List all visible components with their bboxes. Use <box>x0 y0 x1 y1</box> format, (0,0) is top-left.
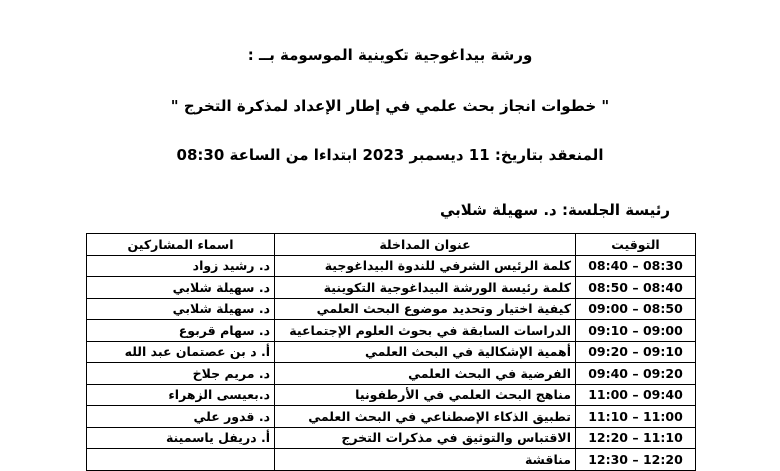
table-row <box>87 363 696 385</box>
row-time: 12:20 – 12:30 <box>576 449 696 471</box>
row-name: د. قدور علي <box>87 406 275 428</box>
row-time: 09:40 – 11:00 <box>576 384 696 406</box>
table-row <box>87 449 696 471</box>
row-name: د. مريم جلاخ <box>87 363 275 385</box>
row-name: أ. د بن عصتمان عبد الله <box>87 341 275 363</box>
table-row <box>87 406 696 428</box>
row-title: كيفية اختيار وتحديد موضوع البحث العلمي <box>275 298 576 320</box>
table-row <box>87 298 696 320</box>
schedule-table <box>86 233 696 471</box>
table-row <box>87 255 696 277</box>
row-title: تطبيق الذكاء الإصطناعي في البحث العلمي <box>275 406 576 428</box>
row-time: 09:20 – 09:40 <box>576 363 696 385</box>
header-time: التوقيت <box>576 234 696 256</box>
row-name <box>87 449 275 471</box>
row-time: 08:40 – 08:50 <box>576 277 696 299</box>
row-time: 08:30 – 08:40 <box>576 255 696 277</box>
topic-line: " خطوات انجاز بحث علمي في إطار الإعداد لمذكرة التخرج " <box>170 97 610 115</box>
header-names: اسماء المشاركين <box>87 234 275 256</box>
table-row <box>87 384 696 406</box>
row-title: مناقشة <box>275 449 576 471</box>
row-title: كلمة رئيسة الورشة البيداغوجية التكوينية <box>275 277 576 299</box>
row-title: مناهج البحث العلمي في الأرطفونيا <box>275 384 576 406</box>
row-name: أ. دريفل ياسمينة <box>87 427 275 449</box>
row-title: الدراسات السابقة في بحوث العلوم الإجتماعية <box>275 320 576 342</box>
row-time: 11:00 – 11:10 <box>576 406 696 428</box>
table-header-row <box>87 234 696 256</box>
row-name: د.بعيسى الزهراء <box>87 384 275 406</box>
table-row <box>87 320 696 342</box>
header-title: عنوان المداخلة <box>275 234 576 256</box>
date-line: المنعقد بتاريخ: 11 ديسمبر 2023 ابتداءا من الساعة 08:30 <box>176 146 604 164</box>
row-time: 09:10 – 09:20 <box>576 341 696 363</box>
row-time: 08:50 – 09:00 <box>576 298 696 320</box>
session-chair-line: رئيسة الجلسة: د. سهيلة شلابي <box>439 201 670 219</box>
row-title: كلمة الرئيس الشرفي للندوة البيداغوجية <box>275 255 576 277</box>
row-name: د. سهام قربوع <box>87 320 275 342</box>
row-time: 11:10 – 12:20 <box>576 427 696 449</box>
table-row <box>87 341 696 363</box>
table-row <box>87 277 696 299</box>
row-title: الاقتباس والتوثيق في مذكرات التخرج <box>275 427 576 449</box>
table-row <box>87 427 696 449</box>
row-name: د. سهيلة شلابي <box>87 277 275 299</box>
row-title: الفرضية في البحث العلمي <box>275 363 576 385</box>
row-name: د. رشيد زواد <box>87 255 275 277</box>
row-time: 09:00 – 09:10 <box>576 320 696 342</box>
workshop-line: ورشة بيداغوجية تكوينية الموسومة بــ : <box>247 46 533 64</box>
row-title: أهمية الإشكالية في البحث العلمي <box>275 341 576 363</box>
row-name: د. سهيلة شلابي <box>87 298 275 320</box>
